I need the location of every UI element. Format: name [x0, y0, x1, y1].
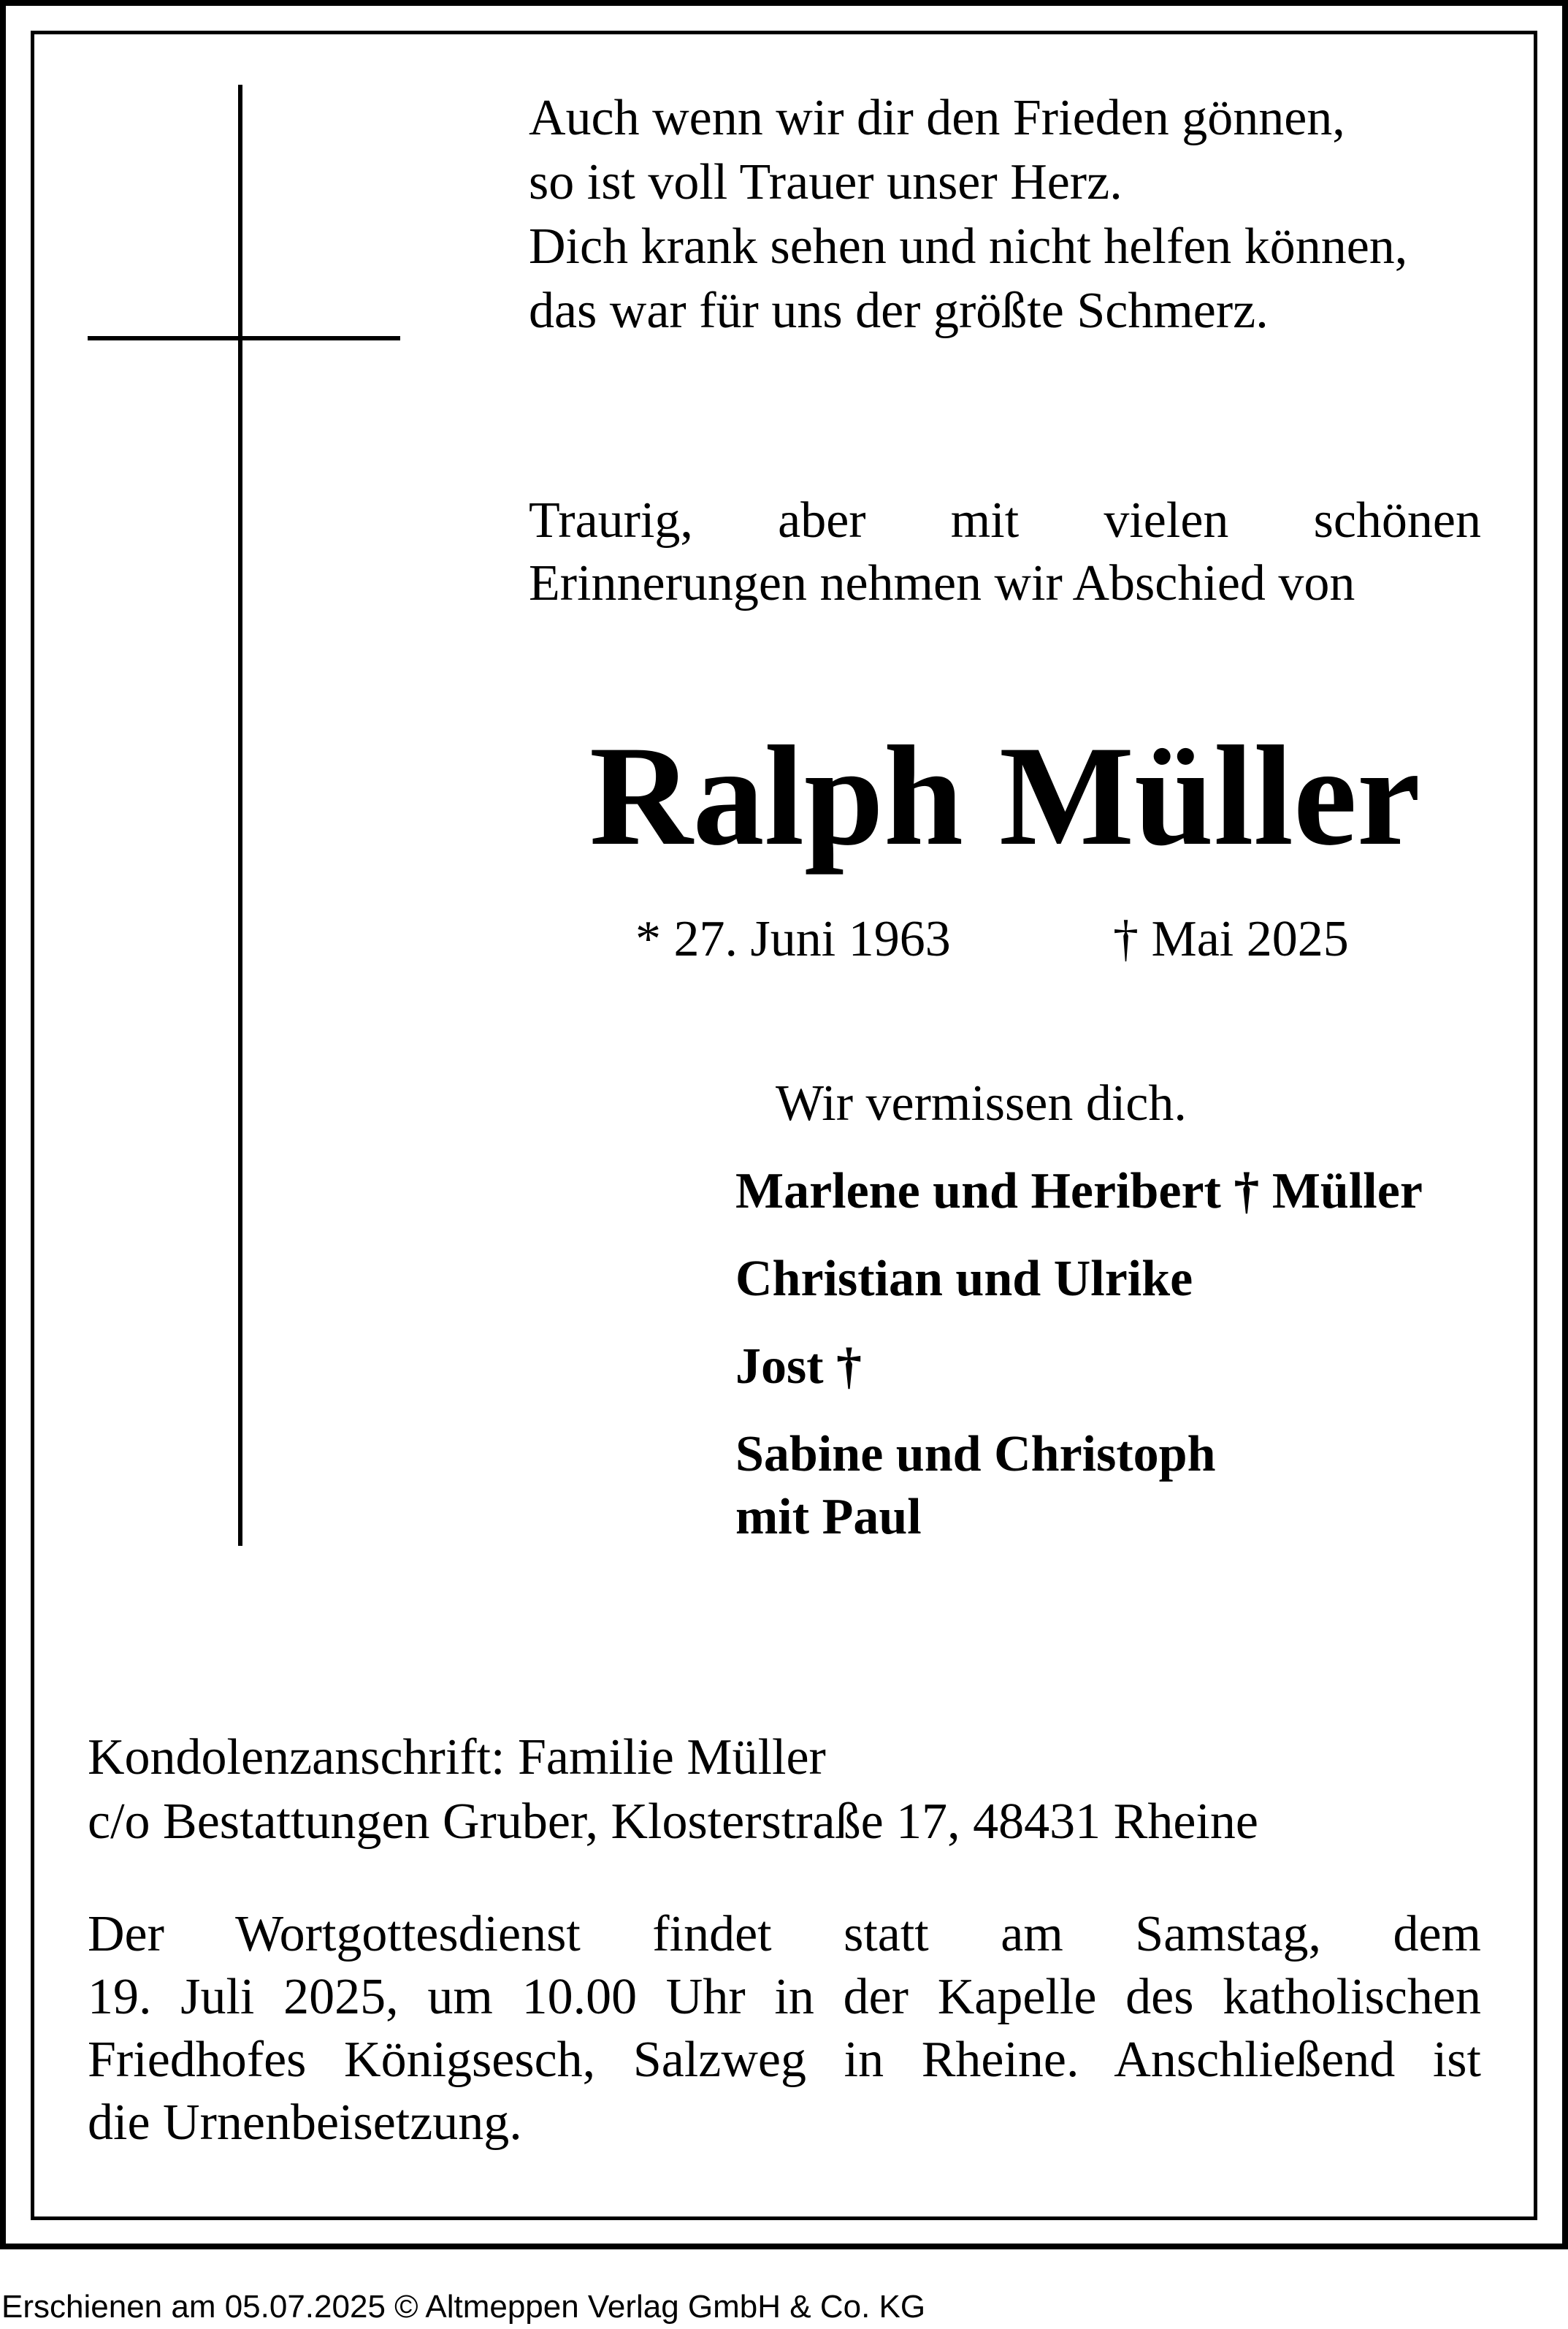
service-line: Friedhofes Königsesch, Salzweg in Rheine. Anschließend ist: [88, 2032, 1481, 2088]
address-line: Kondolenzanschrift: Familie Müller: [88, 1729, 826, 1785]
intro-line: Traurig, aber mit vielen schönen: [529, 492, 1481, 549]
birth-date: * 27. Juni 1963: [635, 911, 951, 967]
poem-line: das war für uns der größte Schmerz.: [529, 283, 1269, 339]
service-info: [88, 1903, 1481, 2154]
mourner-name: Jost †: [735, 1338, 863, 1395]
mourners-intro: Wir vermissen dich.: [776, 1075, 1187, 1132]
service-line: 19. Juli 2025, um 10.00 Uhr in der Kapelle des katholischen: [88, 1969, 1481, 2025]
farewell-intro: [529, 489, 1481, 615]
publication-footer: Erschienen am 05.07.2025 © Altmeppen Verlag GmbH & Co. KG: [1, 2289, 926, 2325]
cross-icon-vertical: [238, 85, 242, 1546]
mourner-name: Sabine und Christoph: [735, 1426, 1216, 1482]
condolence-address: [88, 1726, 1258, 1854]
cross-icon-horizontal: [88, 336, 400, 340]
service-line: Der Wortgottesdienst findet statt am Samstag, dem: [88, 1906, 1481, 1962]
mourner-group: [735, 1423, 1216, 1549]
poem-line: Auch wenn wir dir den Frieden gönnen,: [529, 90, 1345, 146]
mourner-name: Marlene und Heribert † Müller: [735, 1163, 1423, 1219]
intro-line: Erinnerungen nehmen wir Abschied von: [529, 555, 1355, 611]
mourner-name: Christian und Ulrike: [735, 1251, 1193, 1307]
poem-line: Dich krank sehen und nicht helfen können,: [529, 218, 1408, 275]
service-line: die Urnenbeisetzung.: [88, 2094, 522, 2151]
poem: [529, 86, 1478, 343]
poem-line: so ist voll Trauer unser Herz.: [529, 154, 1123, 210]
death-date: † Mai 2025: [1113, 911, 1349, 967]
mourner-name: mit Paul: [735, 1489, 922, 1545]
address-line: c/o Bestattungen Gruber, Klosterstraße 17, 48431 Rheine: [88, 1794, 1258, 1850]
deceased-name: Ralph Müller: [589, 717, 1420, 875]
